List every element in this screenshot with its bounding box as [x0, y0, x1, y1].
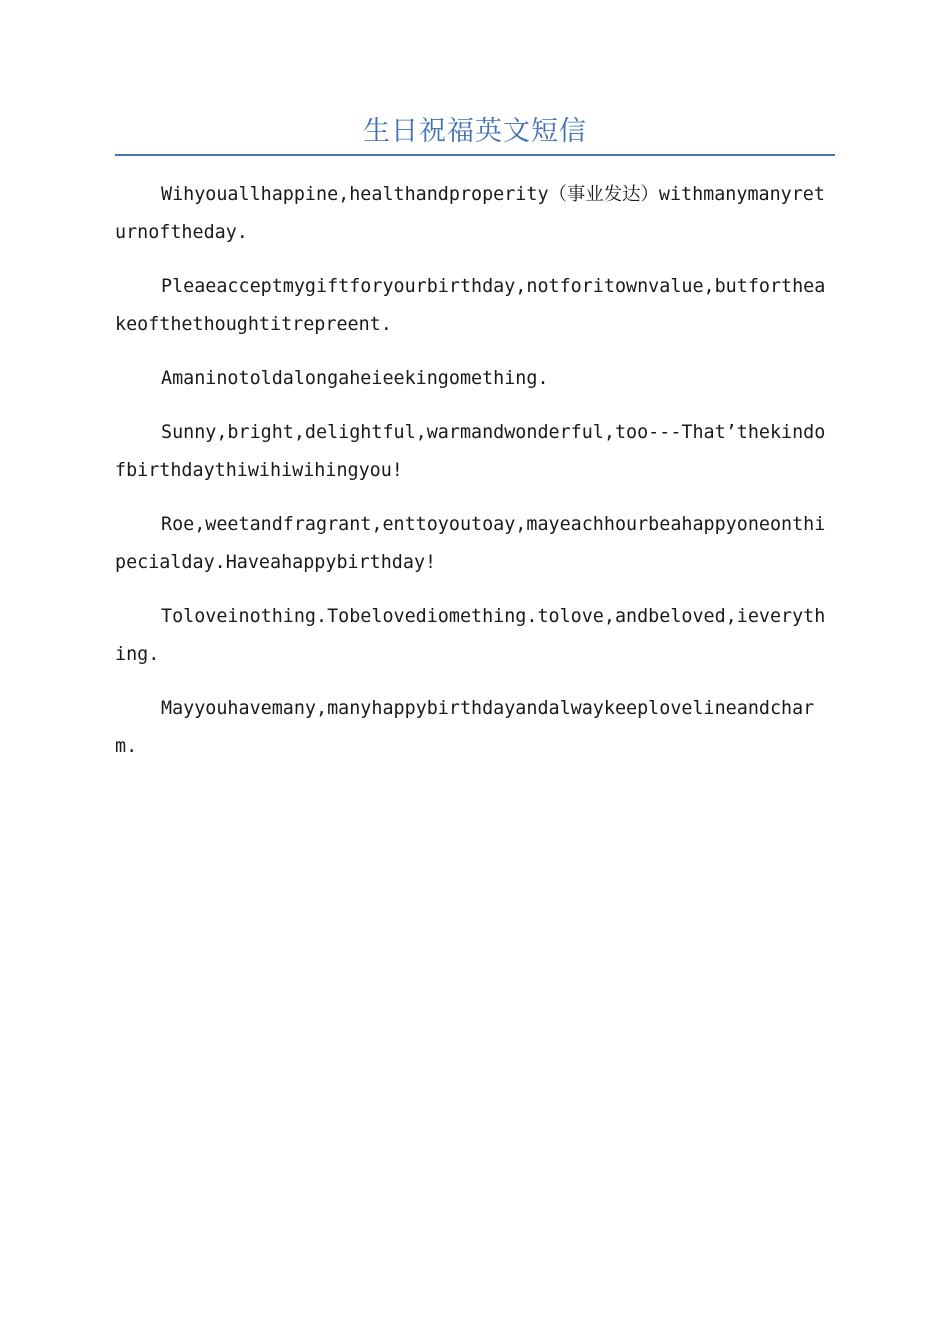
paragraph: Roe,weetandfragrant,enttoyoutoay,mayeachhourbeahappyoneonthipecialday.Haveahappybirthday!: [115, 514, 826, 573]
document-body: [115, 176, 835, 782]
paragraph: Mayyouhavemany,manyhappybirthdayandalwaykeeplovelineandcharm.: [115, 698, 815, 757]
paragraph: Sunny,bright,delightful,warmandwonderful,too---That’thekindofbirthdaythiwihiwihingyou!: [115, 422, 826, 481]
paragraph: Pleaeacceptmygiftforyourbirthday,notforitownvalue,butfortheakeofthethoughtitrepreent.: [115, 276, 826, 335]
page-title: 生日祝福英文短信: [363, 116, 587, 147]
paragraph: Toloveinothing.Tobelovediomething.tolove,andbeloved,ieverything.: [115, 606, 826, 665]
paragraph: Wihyouallhappine,healthandproperity（事业发达）withmanymanyreturnoftheday.: [115, 184, 825, 243]
title-underline: [115, 154, 835, 156]
paragraph: Amaninotoldalongaheieekingomething.: [161, 368, 549, 389]
